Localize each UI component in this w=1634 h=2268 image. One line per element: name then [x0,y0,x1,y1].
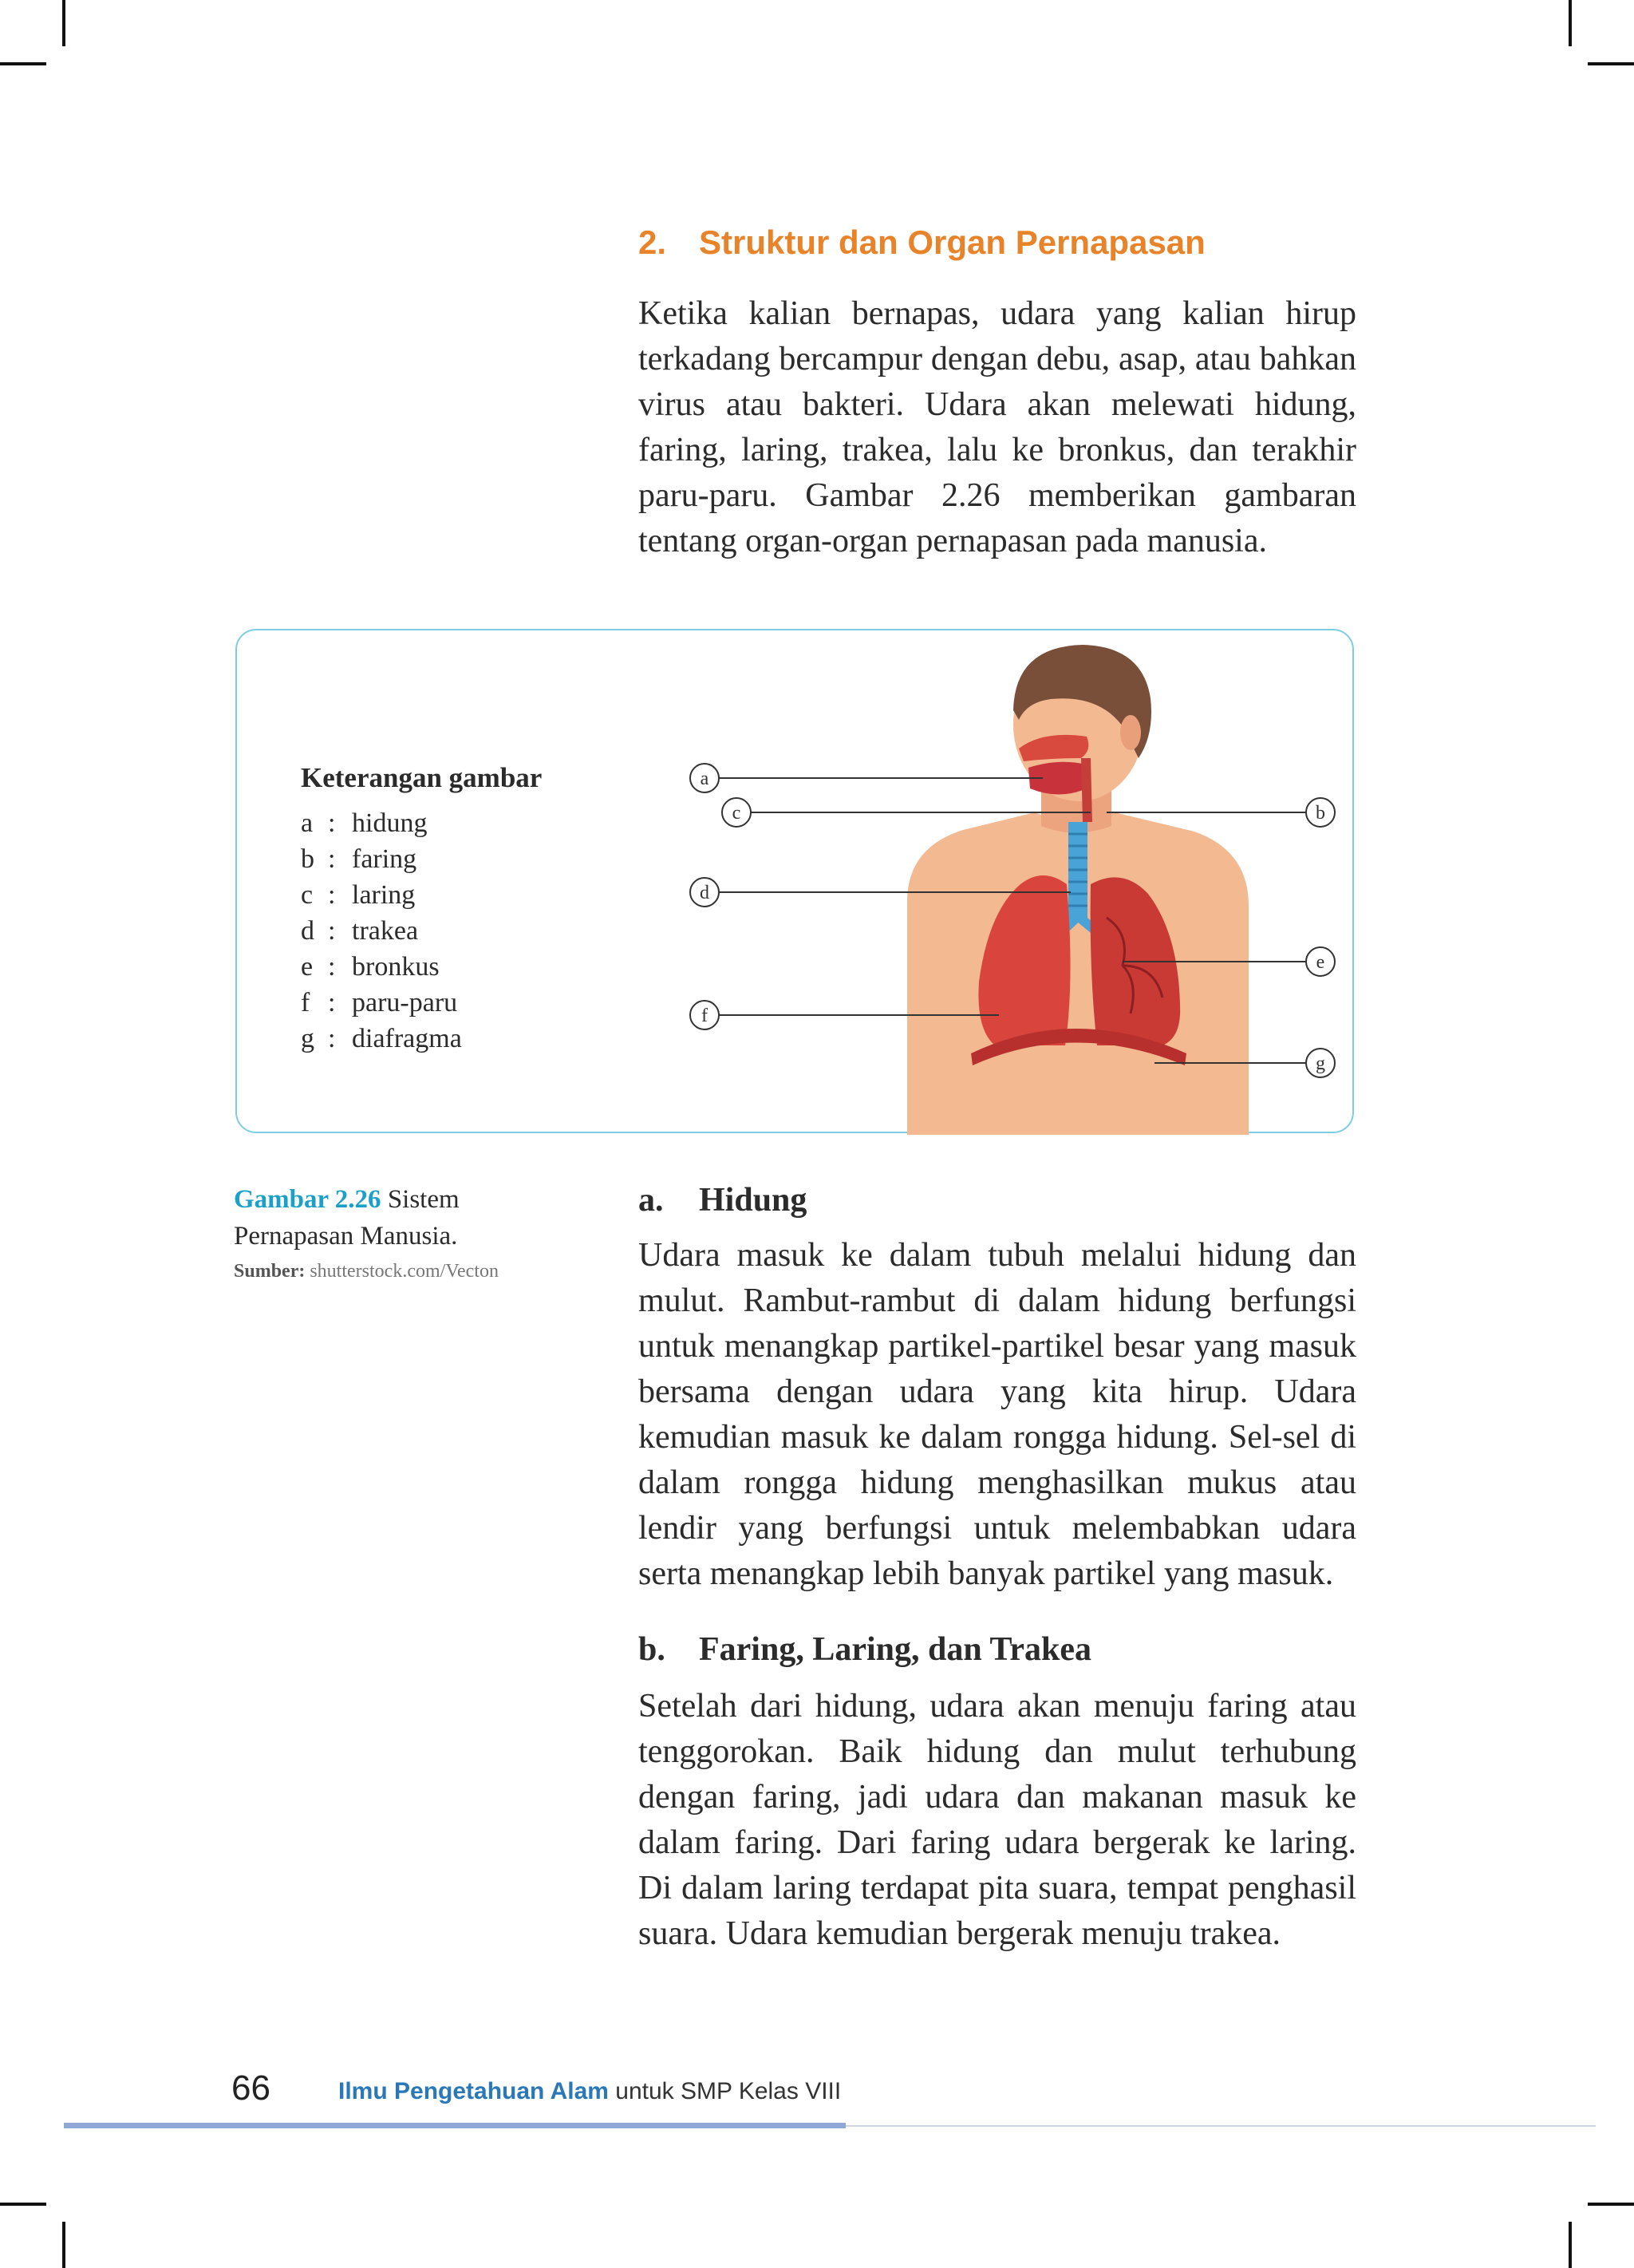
footer-accent-bar [64,2123,846,2128]
paragraph-hidung: Udara masuk ke dalam tubuh melalui hidung dan mulut. Rambut-rambut di dalam hidung berfungsi untuk menangkap partikel-partikel besar yang masuk bersama dengan udara yang kita hirup. Udara kemudian masuk ke dalam rongga hidung. Sel-sel di dalam rongga hidung menghasilkan mukus atau lendir yang berfungsi untuk melembabkan udara serta menangkap lebih banyak partikel yang masuk. [638,1237,1356,1592]
paragraph-faring: Setelah dari hidung, udara akan menuju faring atau tenggorokan. Baik hidung dan mulut terhubung dengan faring, jadi udara dan makanan masuk ke dalam faring. Dari faring udara bergerak ke laring. Di dalam laring terdapat pita suara, tempat penghasil suara. Udara kemudian bergerak menuju trakea. [638,1688,1356,1952]
page-number: 66 [231,2068,270,2108]
legend-item: f : paru-paru [301,988,458,1017]
crop-mark [0,62,46,65]
figure-caption [234,1181,569,1282]
caption [234,1181,569,1255]
label-f-text: f [701,1006,708,1026]
trachea-rings [1068,834,1087,906]
legend-item: g : diafragma [301,1024,462,1053]
label-e-text: e [1316,952,1325,973]
caption-text: Sistem Pernapasan Manusia. [234,1185,460,1251]
label-b-text: b [1316,803,1325,824]
crop-mark [0,2203,46,2206]
legend-item: b : faring [301,844,417,874]
label-g-text: g [1316,1053,1325,1074]
legend-title: Keterangan gambar [301,762,543,793]
section-number: 2. [638,223,667,261]
ear [1120,715,1141,750]
crop-mark [1588,62,1634,65]
legend-item: e : bronkus [301,952,440,982]
label-c-text: c [732,803,741,824]
figure-box [235,629,1354,1133]
section-title-text: Struktur dan Organ Pernapasan [699,223,1206,261]
legend-item: c : laring [301,880,416,910]
crop-mark [1569,0,1572,46]
crop-mark [1588,2203,1634,2206]
figure-legend [301,762,542,1057]
label-d-text: d [700,883,709,903]
intro-paragraph: Ketika kalian bernapas, udara yang kalian hirup terkadang bercampur dengan debu, asap, atau bahkan virus atau bakteri. Udara akan melewati hidung, faring, laring, trakea, lalu ke bronkus, dan terakhir paru-paru. Gambar 2.26 memberikan gambaran tentang organ-organ pernapasan pada manusia. [638,295,1356,559]
caption-source: Sumber: shutterstock.com/Vecton [234,1261,499,1282]
caption-label: Gambar 2.26 [234,1185,381,1214]
footer-book-title: Ilmu Pengetahuan Alam untuk SMP Kelas VIII [338,2078,842,2104]
crop-mark [62,2222,65,2268]
subsection-heading-hidung: a. Hidung [638,1182,807,1219]
legend-item: a : hidung [301,808,428,838]
crop-mark [1569,2222,1572,2268]
legend-item: d : trakea [301,916,419,946]
crop-mark [62,0,65,46]
section-title [638,223,1206,262]
respiratory-system-illustration [700,630,1356,1135]
subsection-heading-faring: b. Faring, Laring, dan Trakea [638,1631,1092,1668]
label-a-text: a [700,769,709,789]
